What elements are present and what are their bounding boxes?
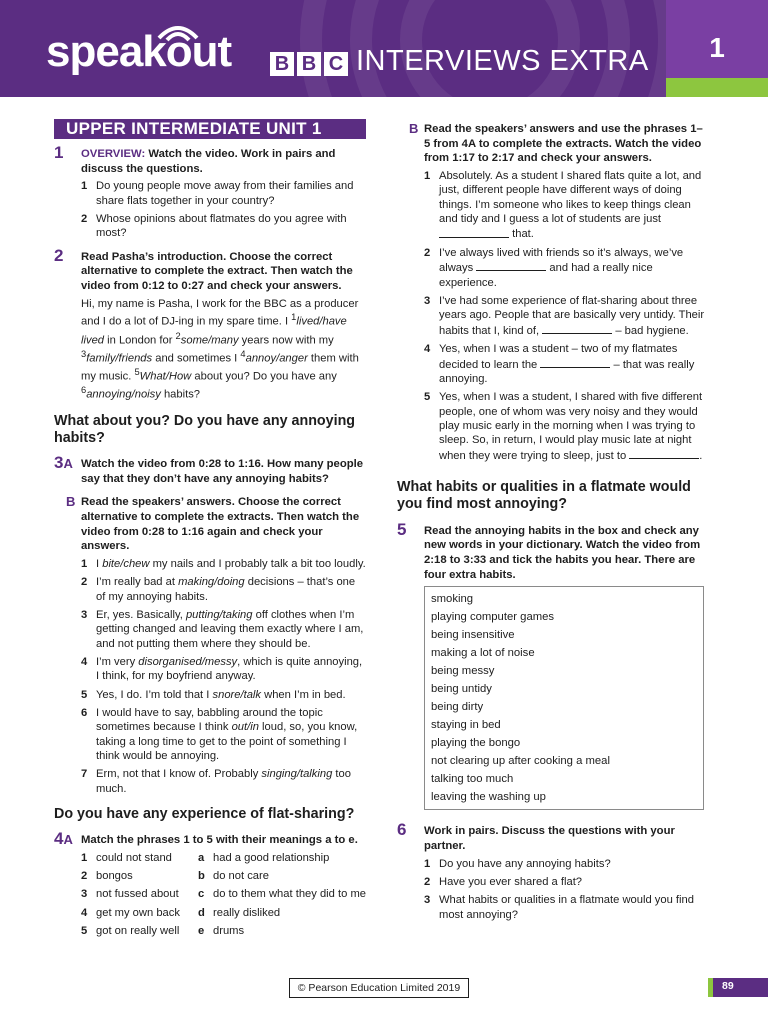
habit-item[interactable]: playing computer games: [431, 611, 555, 624]
table-row: 3 not fussed about c do to them what they did to me: [81, 888, 366, 901]
section-heading: What habits or qualities in a flatmate would you find most annoying?: [397, 479, 691, 513]
exercise-number: 6: [397, 820, 407, 840]
list-item: 2 Whose opinions about flatmates do you agree with most?: [81, 213, 347, 240]
list-item: 7 Erm, not that I know of. Probably singing/talking too much.: [81, 768, 351, 795]
habit-item[interactable]: talking too much: [431, 773, 514, 786]
section-heading: What about you? Do you have any annoying habits?: [54, 412, 356, 446]
extract-list: [81, 557, 366, 796]
exercise-4a: [54, 829, 366, 942]
list-item: 1 Absolutely. As a student I shared flats quite a lot, and just, different people have different ways of doing things. I’m someone who likes to keep things clean and tidy and I guess a lot of students are just that.: [424, 170, 702, 241]
list-item: 1 Do you have any annoying habits?: [424, 857, 611, 870]
list-item: 1 I bite/chew my nails and I probably talk a bit too loudly.: [81, 558, 366, 571]
exercise-3b: [54, 495, 366, 796]
list-item: 3 I’ve had some experience of flat-sharing about three years ago. People that are basically very untidy. Their habits that I, kind of, – bad hygiene.: [424, 295, 705, 337]
habits-box: [424, 586, 704, 810]
exercise-instruction: Work in pairs. Discuss the questions with your partner.: [424, 825, 675, 852]
habit-item[interactable]: not clearing up after cooking a meal: [431, 755, 610, 768]
bbc-letter: C: [324, 52, 348, 76]
exercise-instruction: Read the speakers’ answers and use the phrases 1–5 from 4A to complete the extracts. Watch the video from 1:17 to 2:17 and check your answers.: [424, 123, 703, 165]
exercise-number: 4A: [54, 829, 73, 849]
exercise-number: 5: [397, 519, 407, 539]
signal-waves-icon: [155, 20, 201, 42]
list-item: 1 Do young people move away from their families and share flats together in your country?: [81, 180, 354, 207]
answer-blank[interactable]: [542, 323, 612, 334]
exercise-number: 1: [54, 143, 64, 162]
exercise-4b: [397, 122, 707, 463]
exercise-3a: [54, 453, 366, 486]
exercise-instruction: Match the phrases 1 to 5 with their meanings a to e.: [81, 834, 358, 847]
exercise-instruction: Watch the video from 0:28 to 1:16. How many people say that they don’t have any annoying habits?: [81, 458, 364, 485]
exercise-instruction: OVERVIEW: Watch the video. Work in pairs and discuss the questions.: [81, 148, 336, 175]
habit-item[interactable]: playing the bongo: [431, 737, 521, 750]
exercise-letter: B: [409, 121, 419, 136]
extract-list: [424, 169, 707, 463]
bbc-letter: B: [270, 52, 294, 76]
page-strip-green-accent: [708, 978, 713, 997]
list-item: 5 Yes, I do. I’m told that I snore/talk when I’m in bed.: [81, 688, 346, 701]
table-row: 5 got on really well e drums: [81, 925, 245, 938]
exercise-2: [54, 245, 366, 403]
page-number: 89: [722, 980, 734, 992]
answer-blank[interactable]: [439, 226, 509, 237]
header-title: INTERVIEWS EXTRA: [356, 45, 649, 77]
answer-blank[interactable]: [540, 357, 610, 368]
table-row: 1 could not stand a had a good relationship: [81, 851, 330, 864]
exercise-instruction: Read Pasha’s introduction. Choose the correct alternative to complete the extract. Then watch the video from 0:12 to 0:27 and check your answers.: [81, 250, 353, 292]
copyright-notice: © Pearson Education Limited 2019: [289, 978, 469, 998]
list-item: 6 I would have to say, babbling around the topic sometimes because I think out/in loud, so, you know, taking a long time to get to the point of something I think would be annoying.: [81, 707, 358, 762]
habit-item[interactable]: staying in bed: [431, 719, 501, 732]
habit-item[interactable]: being messy: [431, 665, 495, 678]
bbc-letter: B: [297, 52, 321, 76]
exercise-number: 2: [54, 245, 64, 265]
answer-blank[interactable]: [629, 448, 699, 459]
unit-number-tab: 1: [666, 0, 768, 78]
unit-title-bar: UPPER INTERMEDIATE UNIT 1: [54, 119, 366, 139]
exercise-instruction: Read the speakers’ answers. Choose the correct alternative to complete the extracts. Then watch the video from 0:28 to 1:16 again and check your answers.: [81, 496, 360, 553]
page-number-strip: [708, 978, 768, 997]
table-row: 4 get my own back d really disliked: [81, 906, 281, 919]
list-item: 4 Yes, when I was a student – two of my flatmates decided to learn the – that was really annoying.: [424, 343, 695, 386]
list-item: 2 I’ve always lived with friends so it’s always, we’ve always and had a really nice experience.: [424, 246, 684, 289]
list-item: 3 What habits or qualities in a flatmate would you find most annoying?: [424, 894, 694, 921]
answer-blank[interactable]: [476, 260, 546, 271]
question-list: [81, 179, 366, 240]
exercise-instruction: Read the annoying habits in the box and check any new words in your dictionary. Watch the video from 2:18 to 3:33 and tick the habits you hear. There are four extra habits.: [424, 524, 701, 581]
speakout-logo: speakout: [46, 27, 232, 76]
habit-item[interactable]: leaving the washing up: [431, 791, 546, 804]
table-row: 2 bongos b do not care: [81, 870, 269, 883]
list-item: 2 Have you ever shared a flat?: [424, 875, 583, 888]
right-column: [397, 122, 707, 931]
page-header: [0, 0, 768, 97]
exercise-5: [397, 519, 707, 811]
habit-item[interactable]: being insensitive: [431, 629, 515, 642]
list-item: 2 I’m really bad at making/doing decisions – that’s one of my annoying habits.: [81, 576, 356, 603]
exercise-6: [397, 820, 707, 922]
exercise-letter: B: [66, 494, 76, 510]
habit-item[interactable]: being untidy: [431, 683, 492, 696]
list-item: 4 I’m very disorganised/messy, which is quite annoying, I think, for my boyfriend anyway.: [81, 656, 363, 683]
list-item: 5 Yes, when I was a student, I shared with five different people, one of whom was very noisy and they would play music early in the morning when I was trying to sleep. So, in return, I would play music late at night when they were trying to sleep, just to .: [424, 391, 703, 462]
exercise-number: 3A: [54, 453, 73, 473]
matching-table: [81, 851, 366, 943]
accent-green-tab: [666, 78, 768, 97]
habit-item[interactable]: being dirty: [431, 701, 484, 714]
question-list: [424, 857, 707, 922]
left-column: [54, 119, 366, 951]
section-heading: Do you have any experience of flat-sharing?: [54, 805, 355, 822]
list-item: 3 Er, yes. Basically, putting/taking off clothes when I’m getting changed and leaving them exactly where I am, and not putting them where they should be.: [81, 609, 364, 650]
bbc-logo: [270, 52, 348, 76]
pasha-extract: Hi, my name is Pasha, I work for the BBC as a producer and I do a lot of DJ-ing in my spare time. I $^1$lived/have lived in London for $^2$some/many years now with my $^3$family/friends and sometimes I $^4$annoy/anger them with my music. $^5$What/How about you? Do you have any $^6$annoying/noisy habits?: [81, 297, 359, 402]
exercise-1: [54, 143, 366, 241]
habit-item[interactable]: making a lot of noise: [431, 647, 535, 660]
habit-item[interactable]: smoking: [431, 593, 474, 606]
